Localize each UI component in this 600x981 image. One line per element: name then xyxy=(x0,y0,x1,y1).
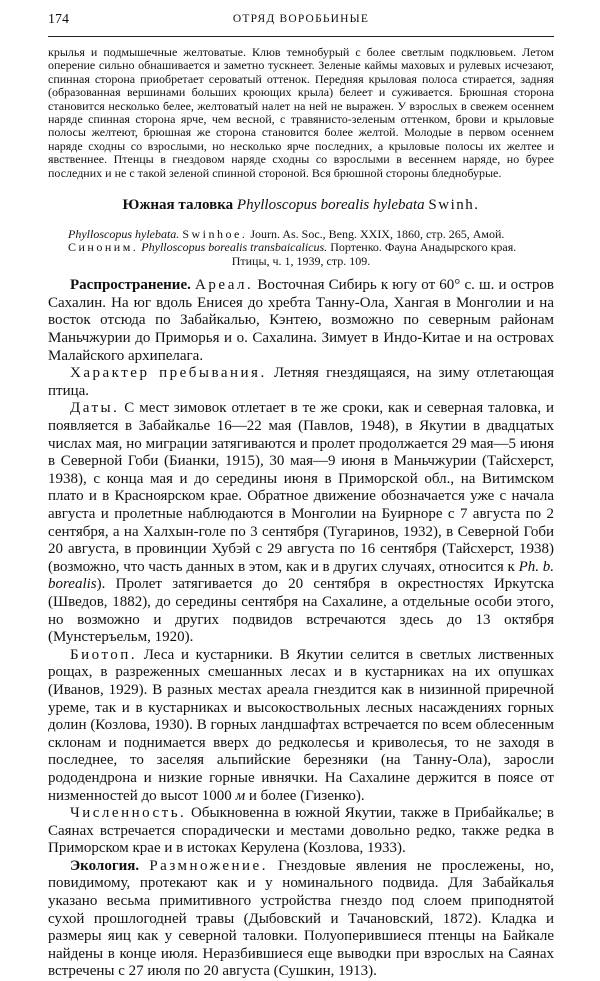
distribution-text: Восточная Сибирь к югу от 60° с. ш. и остров Сахалин. На юг вдоль Енисея до хребта Танну-Ола, Хангая в Монголии и на восток отсюда по Забайкалью, Кэнтею, возможно по северным районам Маньчжурии до Приморья и о. Сахалина. Зимует в Индо-Китае и на островах Малайского архипелага. xyxy=(48,277,554,364)
ecology-text: Гнездовые явления не прослежены, но, повидимому, протекают как и у номинального подвида. Для Забайкалья указано весьма примитивного устройства гнездо под слоем приподнятой сухой прошлогодней травы (Дыбовский и Тачановский, 1872). Кладка и размеры яиц как у северной таловки. Полуоперившиеся птенцы на Байкале найдены в конце июля. Неразбившиеся еще выводки при взрослых на Саянах встречены с 27 июля по 20 августа (Сушкин, 1913). xyxy=(48,857,555,980)
biotope-unit: м xyxy=(235,787,246,804)
abundance-text: Обыкновенна в южной Якутии, также в Прибайкалье; в Саянах встречается спорадически и местами довольно редко, также редка в Приморском крае и в истоках Керулена (Козлова, 1933). xyxy=(48,805,554,857)
ecology-sublabel: Размножение. xyxy=(149,857,268,874)
header-rule xyxy=(48,36,554,37)
species-name-ru: Южная таловка xyxy=(122,197,234,214)
distribution-paragraph xyxy=(48,277,554,365)
synonym-author-1: Swinhoe. xyxy=(182,227,248,242)
species-title xyxy=(48,197,554,214)
distribution-sublabel: Ареал. xyxy=(195,277,254,294)
synonym-lat-2: Phylloscopus borealis transbaicalicus. xyxy=(141,240,328,255)
biotope-text: Леса и кустарники. В Якутии селится в светлых лиственных рощах, в разреженных смешанных лесах и в кустарниках на их опушках (Иванов, 1929). В разных местах ареала гнездится как в низинной приречной уреме, так и в кустарниках и высокоствольных лесных насаждениях горных долин (Козлова, 1930). В горных ландшафтах встречается по всем облесенным склонам и поднимается вверх до редколесья и криволесья, то не заходя в последнее, то заселяя альпийские березняки (на Танну-Ола), заросли рододендрона и низкие горные ивнячки. На Сахалине держится в поясе от низменностей до высот 1000 xyxy=(48,646,554,804)
synonym-lat-1: Phylloscopus hylebata. xyxy=(68,227,180,242)
species-name-lat: Phylloscopus borealis hylebata xyxy=(236,197,425,214)
abundance-label: Численность. xyxy=(70,805,187,822)
ecology-paragraph xyxy=(48,858,554,981)
synonym-ref-2: Портенко. Фауна Анадырского края. xyxy=(330,240,517,255)
synonymy-line-3: Птицы, ч. 1, 1939, стр. 109. xyxy=(231,253,371,268)
synonymy-block xyxy=(48,228,554,268)
dates-text: С мест зимовок отлетает в те же сроки, как и северная таловка, и появляется в Забайкалье 16—22 мая (Павлов, 1948), в Якутии в двадцатых числах мая, но миграции затягиваются и пролет продолжается 29 мая—5 июня в Северной Гоби (Бианки, 1915), 30 мая—9 июня в Маньчжурии (Тайсхерст, 1938), с конца мая и до середины июня в Приморской обл., на Витимском плато и в Красноярском крае. Обратное движение обозначается уже с начала августа и пролетные наблюдаются в Монголии на Буирноре с 7 августа по 2 сентября, а на Халхын-голе по 3 сентября (Тугаринов, 1932), в Северной Гоби 20 августа, в провинции Хубэй с 29 августа по 16 сентября (Тайсхерст, 1938) (возможно, что часть данных в этом, как и в других случаях, относится к xyxy=(48,400,554,575)
running-head: ОТРЯД ВОРОБЬИНЫЕ xyxy=(232,13,370,25)
stay-text: Летняя гнездящаяся, на зиму отлетающая птица. xyxy=(48,365,555,399)
biotope-label: Биотоп. xyxy=(70,646,138,663)
distribution-label: Распространение. xyxy=(70,277,191,294)
synonymy-line-2 xyxy=(48,241,554,254)
page-header xyxy=(48,12,554,32)
stay-paragraph xyxy=(48,365,554,400)
dates-paragraph xyxy=(48,400,554,646)
synonym-label: Синоним. xyxy=(68,240,139,255)
stay-label: Характер пребывания. xyxy=(70,365,267,382)
dates-label: Даты. xyxy=(70,400,120,417)
ecology-label: Экология. xyxy=(70,857,140,874)
dates-text-after: ). Пролет затягивается до 20 сентября в окрестностях Иркутска (Шведов, 1882), до середины сентября на Сахалине, а отдельные особи этого, но возможно и других подвидов встречаются здесь до 13 октября (Мунстеръельм, 1920). xyxy=(48,576,554,646)
main-text xyxy=(48,277,554,981)
species-author: Swinh. xyxy=(428,197,480,214)
biotope-paragraph xyxy=(48,647,554,805)
biotope-text-after: и более (Гизенко). xyxy=(248,787,365,804)
synonymy-line-1 xyxy=(48,228,554,241)
abundance-paragraph xyxy=(48,805,554,858)
dates-italic: Ph. b. borealis xyxy=(48,558,554,593)
page-number: 174 xyxy=(48,12,69,27)
synonym-ref-1: Journ. As. Soc., Beng. XXIX, 1860, стр. 265, Амой. xyxy=(250,227,505,242)
page-content xyxy=(48,46,554,981)
preceding-paragraph: крылья и подмышечные желтоватые. Клюв темнобурый с более светлым подклювьем. Летом оперение сильно обнашивается и заметно тускнеет. Зеленые каймы маховых и рулевых исчезают, спинная сторона приобретает сероватый оттенок. Передняя крыловая полоса стирается, задняя (образованная вершинами больших кроющих крыла) белеет и суживается. Брюшная сторона становится несколько белее, желтоватый налет на ней не выражен. У взрослых в свежем осеннем наряде спинная сторона ярче, чем весной, с травянисто-зеленым оттенком, брови и крыловые полосы желтеют, брюшная же сторона становится более желтой. Молодые в первом осеннем наряде сходны со взрослыми, но несколько ярче последних, а крыловые полосы их желтее и явственнее. Птенцы в гнездовом наряде сходны со взрослыми в весеннем наряде, но бурее последних и не с такой зеленой спинной стороной. Вся брюшной стороны бледнобурые. xyxy=(48,45,554,180)
